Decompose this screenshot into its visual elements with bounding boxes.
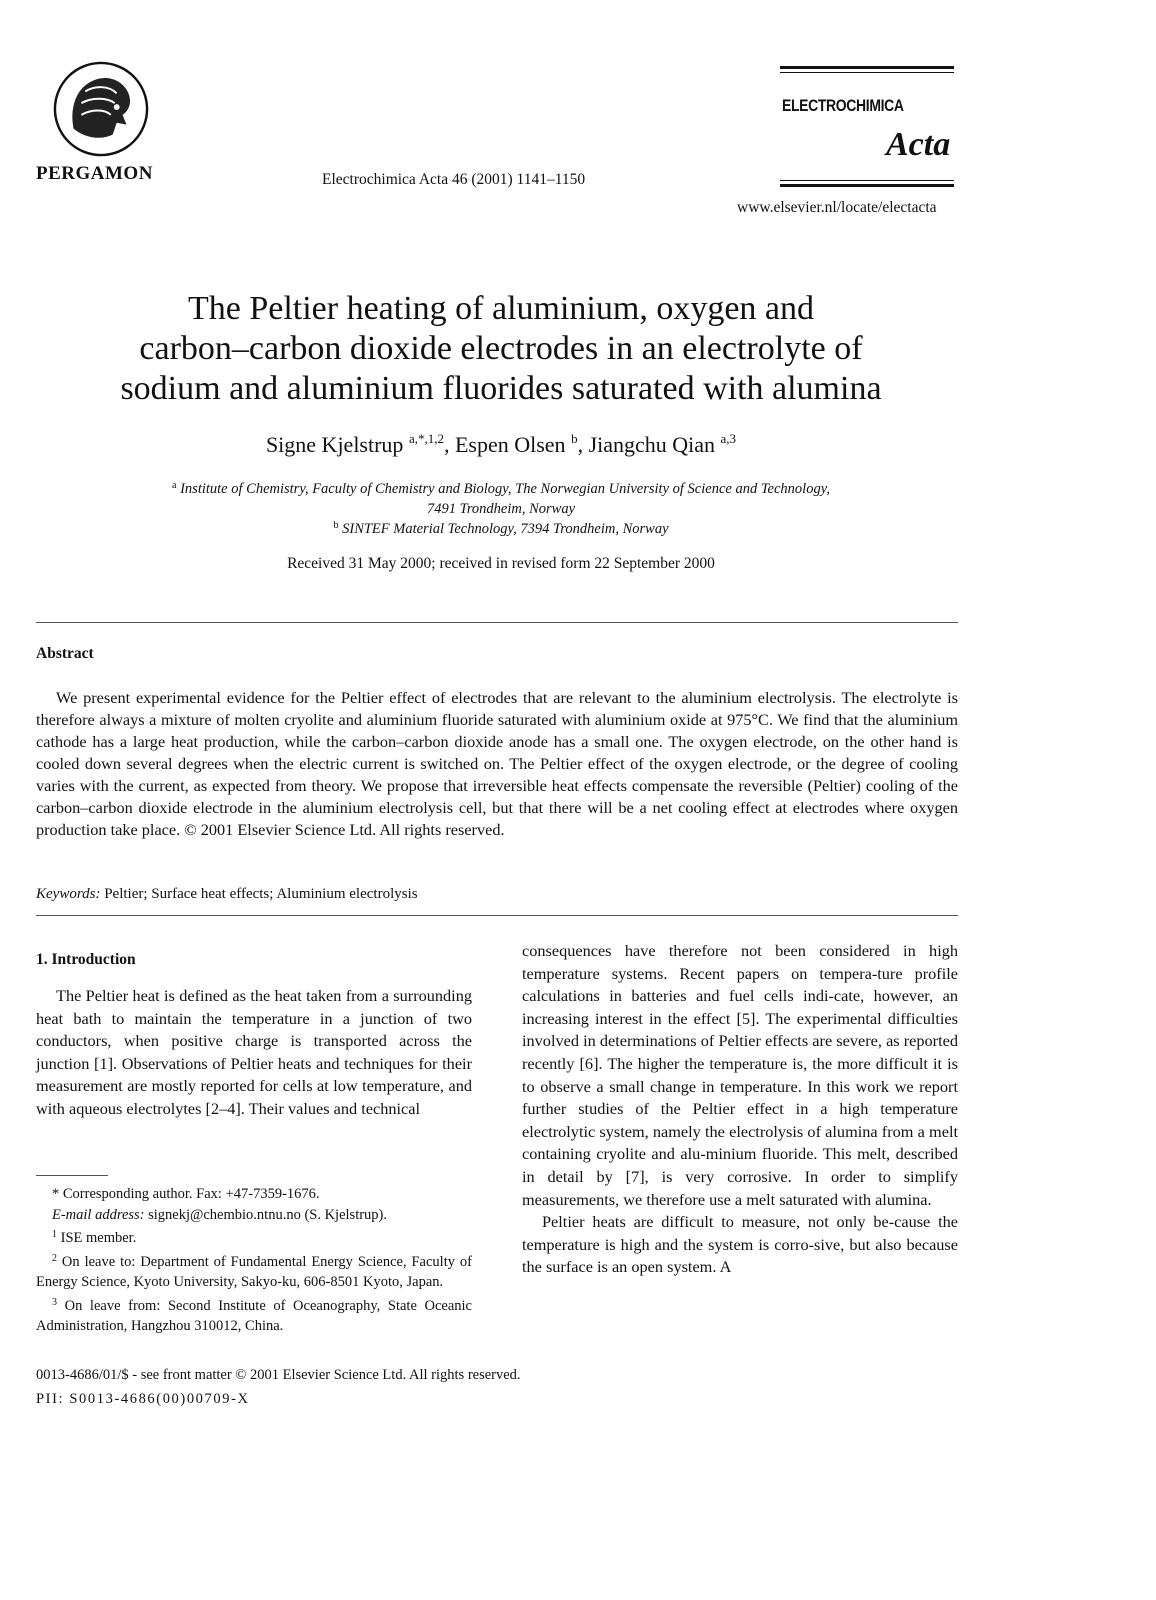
author-list: Signe Kjelstrup $^{a,*,1,2}$, Espen Olsen $^b$, Jiangchu Qian $^{a,3}$ <box>265 431 737 457</box>
publisher-name: PERGAMON <box>36 163 153 184</box>
pergamon-logo-icon <box>52 60 150 158</box>
divider <box>36 915 958 916</box>
affiliation-a: $^a$ Institute of Chemistry, Faculty of Chemistry and Biology, The Norwegian University of Science and Technology, 7491 Trondheim, Norway <box>172 480 830 517</box>
affiliation-b: $^b$ SINTEF Material Technology, 7394 Trondheim, Norway <box>333 520 669 537</box>
abstract-heading: Abstract <box>36 645 94 662</box>
journal-website-link[interactable]: www.elsevier.nl/locate/electacta <box>737 199 937 216</box>
footnote-2: $^2$ On leave to: Department of Fundamental Energy Science, Faculty of Energy Science, Kyoto University, Sakyo-ku, 606-8501 Kyoto, Japan. <box>36 1252 472 1290</box>
journal-name: ELECTROCHIMICA <box>782 96 904 115</box>
footnotes <box>36 1184 472 1337</box>
keywords-label: Keywords: <box>36 886 101 902</box>
title-line: carbon–carbon dioxide electrodes in an electrolyte of <box>139 330 863 367</box>
intro-column-2 <box>522 940 958 1279</box>
journal-rule-top-thin <box>780 72 954 73</box>
intro-column-1 <box>36 985 472 1121</box>
author-affiliation-mark: b <box>571 431 578 446</box>
footnote-email: E-mail address: signekj@chembio.ntnu.no (S. Kjelstrup). <box>52 1206 388 1223</box>
pii-line: PII: S0013-4686(00)00709-X <box>36 1391 250 1407</box>
author-name: Jiangchu Qian <box>588 432 716 457</box>
author-affiliation-mark: a,3 <box>720 431 737 446</box>
footnote-corresponding: * Corresponding author. Fax: +47-7359-1676. <box>52 1186 320 1202</box>
section-heading-introduction: 1. Introduction <box>36 951 136 968</box>
footnote-3: $^3$ On leave from: Second Institute of Oceanography, State Oceanic Administration, Hangzhou 310012, China. <box>36 1296 472 1334</box>
journal-rule-bottom <box>780 184 954 187</box>
title-line: sodium and aluminium fluorides saturated with alumina <box>120 370 882 407</box>
keywords-list: Peltier; Surface heat effects; Aluminium electrolysis <box>104 886 418 902</box>
article-title <box>36 289 966 409</box>
keywords <box>36 886 418 903</box>
abstract-text: We present experimental evidence for the Peltier effect of electrodes that are relevant to the aluminium electrolysis. The electrolyte is therefore always a mixture of molten cryolite and aluminium fluoride saturated with aluminium oxide at 975°C. We find that the aluminium cathode has a large heat production, while the carbon–carbon dioxide anode has a small one. The oxygen electrode, on the other hand is cooled down several degrees when the electric current is switched on. The Peltier effect of the oxygen electrode, or the degree of cooling varies with the current, as expected from theory. We propose that irreversible heat effects compensate the reversible (Peltier) cooling of the carbon–carbon dioxide electrode in the aluminium electrolysis cell, but that there will be a net cooling effect at electrodes where oxygen production take place. © 2001 Elsevier Science Ltd. All rights reserved. <box>36 688 958 839</box>
divider <box>36 622 958 623</box>
title-line: The Peltier heating of aluminium, oxygen and <box>187 290 814 327</box>
received-dates: Received 31 May 2000; received in revised form 22 September 2000 <box>287 555 715 572</box>
author-name: Espen Olsen <box>454 432 566 457</box>
issn-line: 0013-4686/01/$ - see front matter © 2001 Elsevier Science Ltd. All rights reserved. <box>36 1367 521 1383</box>
paragraph: The Peltier heat is defined as the heat taken from a surrounding heat bath to maintain the temperature in a junction of two conductors, when positive charge is transported across the junction [1]. Observations of Peltier heats and techniques for their measurement are mostly reported for cells at low temperature, and with aqueous electrolytes [2–4]. Their values and technical <box>36 986 472 1118</box>
journal-rule-bottom-thin <box>780 180 954 181</box>
paragraph: Peltier heats are difficult to measure, not only be-cause the temperature is high and the system is corro-sive, but also because the surface is an open system. A <box>522 1212 958 1277</box>
journal-citation: Electrochimica Acta 46 (2001) 1141–1150 <box>322 171 586 188</box>
journal-rule-top <box>780 66 954 69</box>
footnote-rule <box>36 1175 108 1176</box>
footnote-1: $^1$ ISE member. <box>52 1229 137 1246</box>
author-affiliation-mark: a,*,1,2 <box>408 431 444 446</box>
journal-name-acta: Acta <box>886 126 951 163</box>
paragraph: consequences have therefore not been considered in high temperature systems. Recent papers on tempera-ture profile calculations in batteries and fuel cells indi-cate, however, an increasing interest in the effect [5]. The experimental difficulties involved in determinations of Peltier effects are severe, as reported recently [6]. The higher the temperature is, the more difficult it is to observe a small change in temperature. In this work we report further studies of the Peltier effect in a high temperature electrolytic system, namely the electrolysis of alumina from a melt containing cryolite and alu-minium fluoride. This melt, described in detail by [7], is very corrosive. In order to simplify measurements, we therefore use a melt saturated with alumina. <box>522 941 958 1209</box>
author-name: Signe Kjelstrup <box>265 432 404 457</box>
